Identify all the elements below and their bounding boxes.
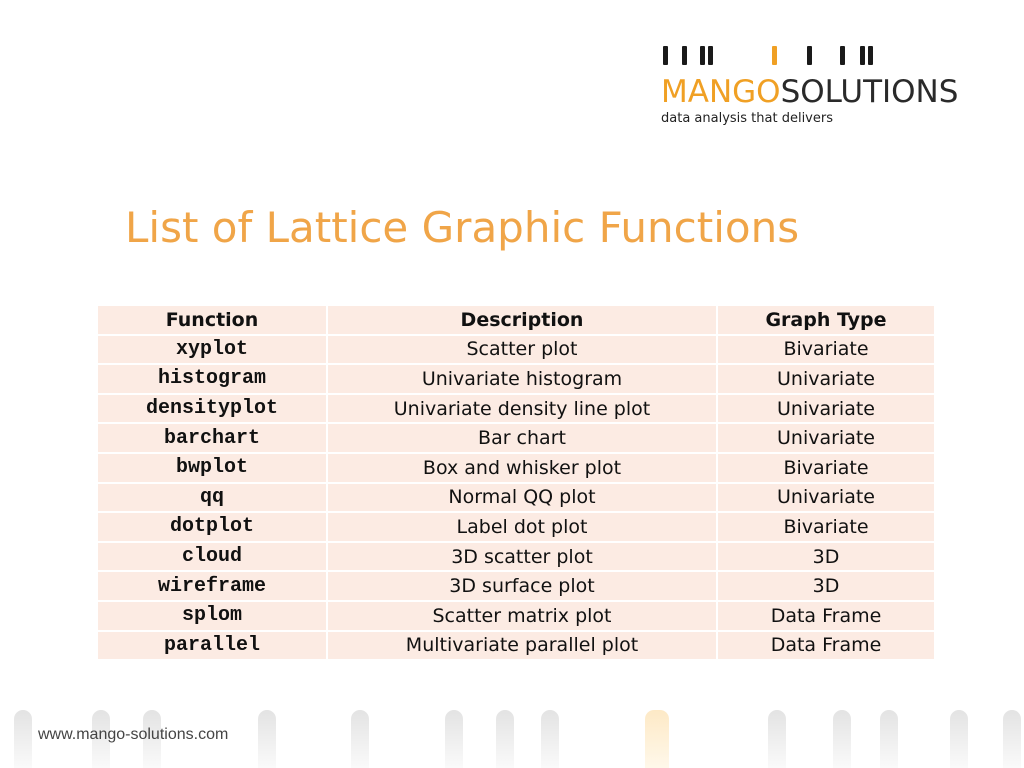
- description-cell: Univariate histogram: [327, 364, 717, 394]
- function-cell: wireframe: [97, 571, 327, 601]
- table-row: [97, 423, 935, 453]
- table-row: [97, 394, 935, 424]
- table-row: [97, 601, 935, 631]
- graph-type-cell: Univariate: [717, 483, 935, 513]
- table-row: [97, 631, 935, 661]
- slide-title: List of Lattice Graphic Functions: [125, 203, 800, 252]
- description-cell: 3D scatter plot: [327, 542, 717, 572]
- graph-type-cell: Data Frame: [717, 601, 935, 631]
- graph-type-cell: Univariate: [717, 364, 935, 394]
- description-cell: Scatter matrix plot: [327, 601, 717, 631]
- table-row: [97, 364, 935, 394]
- logo-bars-icon: [661, 44, 991, 66]
- logo-wordmark-solutions: SOLUTIONS: [780, 74, 959, 110]
- description-cell: Multivariate parallel plot: [327, 631, 717, 661]
- graph-type-cell: Univariate: [717, 423, 935, 453]
- functions-table: [96, 304, 934, 661]
- graph-type-cell: Bivariate: [717, 512, 935, 542]
- table-row: [97, 335, 935, 365]
- function-cell: dotplot: [97, 512, 327, 542]
- graph-type-cell: 3D: [717, 571, 935, 601]
- table-row: [97, 453, 935, 483]
- table-row: [97, 512, 935, 542]
- header-function: Function: [97, 305, 327, 335]
- logo-wordmark: [661, 74, 958, 110]
- description-cell: Bar chart: [327, 423, 717, 453]
- description-cell: Normal QQ plot: [327, 483, 717, 513]
- description-cell: 3D surface plot: [327, 571, 717, 601]
- header-graph-type: Graph Type: [717, 305, 935, 335]
- logo-tagline: data analysis that delivers: [661, 111, 833, 126]
- function-cell: qq: [97, 483, 327, 513]
- description-cell: Scatter plot: [327, 335, 717, 365]
- logo-wordmark-mango: MANGO: [661, 74, 781, 110]
- description-cell: Box and whisker plot: [327, 453, 717, 483]
- table-header-row: [97, 305, 935, 335]
- function-cell: densityplot: [97, 394, 327, 424]
- description-cell: Univariate density line plot: [327, 394, 717, 424]
- function-cell: parallel: [97, 631, 327, 661]
- function-cell: barchart: [97, 423, 327, 453]
- graph-type-cell: Data Frame: [717, 631, 935, 661]
- function-cell: bwplot: [97, 453, 327, 483]
- table-row: [97, 483, 935, 513]
- description-cell: Label dot plot: [327, 512, 717, 542]
- function-cell: splom: [97, 601, 327, 631]
- footer-url: www.mango-solutions.com: [38, 726, 229, 743]
- header-description: Description: [327, 305, 717, 335]
- graph-type-cell: Bivariate: [717, 335, 935, 365]
- graph-type-cell: 3D: [717, 542, 935, 572]
- graph-type-cell: Bivariate: [717, 453, 935, 483]
- mango-solutions-logo: [661, 44, 991, 134]
- table-row: [97, 571, 935, 601]
- function-cell: cloud: [97, 542, 327, 572]
- table-row: [97, 542, 935, 572]
- graph-type-cell: Univariate: [717, 394, 935, 424]
- function-cell: histogram: [97, 364, 327, 394]
- function-cell: xyplot: [97, 335, 327, 365]
